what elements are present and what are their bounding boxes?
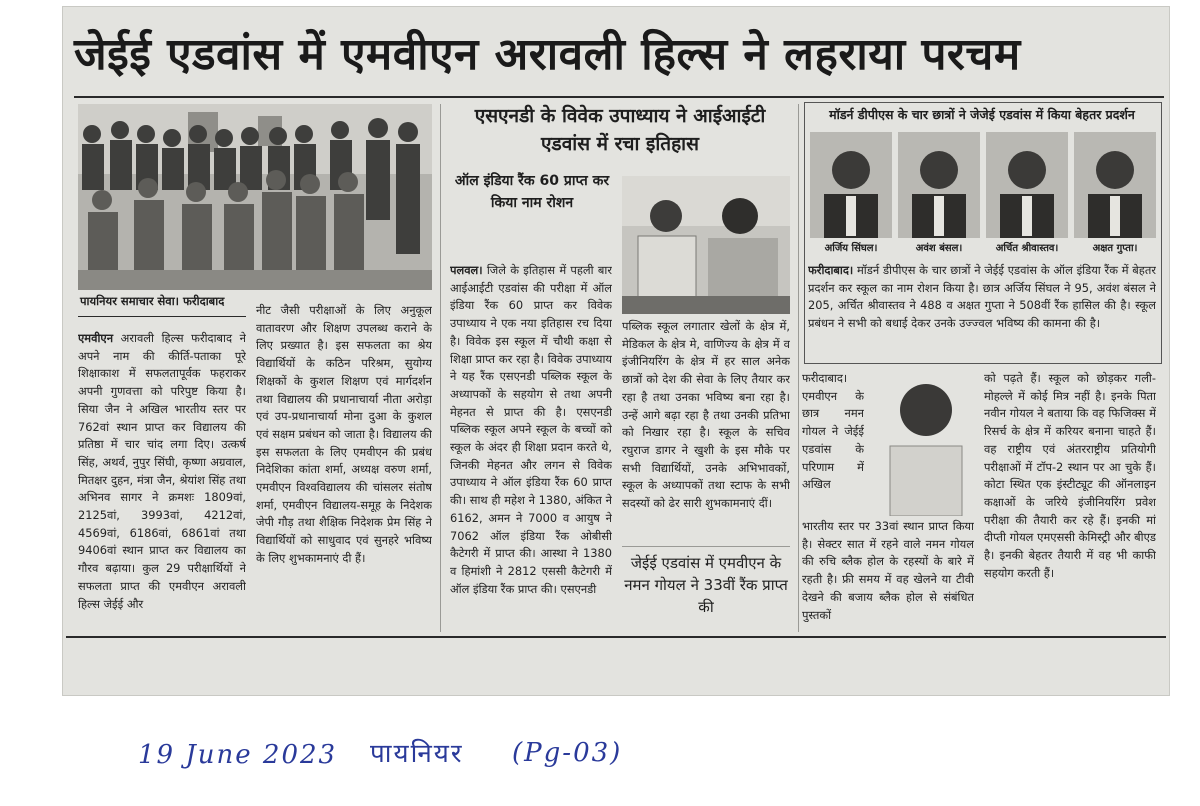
middle-story-text-2: पब्लिक स्कूल लगातार खेलों के क्षेत्र में, मेडिकल के क्षेत्र मे, वाणिज्य के क्षेत्र में व इंजीनियरिंग के क्षेत्र में हर साल अनेक छात्रों को देश की सेवा के लिए तैयार कर रहा है तथा उनका भविष्य बना रहा है। उन्हें आगे बढ़ा रहा है तथा उनकी प्रतिभा को निखार रहा है। स्कूल के सचिव रघुराज डागर ने खुशी के इस मौके पर सभी विद्यार्थियों, उनके अभिभावकों, स्कूल के अध्यापकों तथा स्टाफ के सभी सदस्यों को ढेर सारी शुभकामनाएं दीं। (622, 319, 790, 511)
handwritten-page: (Pg-03) (512, 738, 623, 768)
left-story-column-2 (256, 302, 432, 630)
dps-headline: मॉडर्न डीपीएस के चार छात्रों ने जेजेई एडवांस में किया बेहतर प्रदर्शन (829, 107, 1135, 122)
column-divider-1 (440, 104, 441, 632)
handwritten-date: 19 June 2023 (138, 740, 338, 770)
middle-story-headline: एसएनडी के विवेक उपाध्याय ने आईआईटी एडवांस में रचा इतिहास (474, 105, 766, 155)
dps-lead: फरीदाबाद। (808, 263, 854, 277)
naman-headline-rule (622, 546, 790, 547)
vivek-photo (622, 176, 790, 314)
left-story-text-1: अरावली हिल्स फरीदाबाद ने अपने नाम की कीर्ति-पताका पूरे शिक्षाकाश में सफलतापूर्वक फहराकर अपनी गुणवत्ता को परिपुष्ट किया है। सिया जैन ने अखिल भारतीय स्तर पर 762वां स्थान प्राप्त कर विद्यालय की प्रतिष्ठा में चार चांद लगा दिए। उत्कर्ष सिंह, अथर्व, नुपुर सिंघी, कृष्णा अग्रवाल, मितक्षर दुहन, मंत्रा जैन, श्रेयांश सिंह तथा अभिनव सागर ने क्रमशः 1809वां, 2125वां, 3993वां, 4212वां, 4569वां, 6186वां, 6861वां तथा 9406वां स्थान प्राप्त कर विद्यालय का गौरव बढ़ाया। कुल 29 परीक्षार्थियों ने सफलता प्राप्त की एमवीएन अरावली हिल्स जेईई और (78, 331, 246, 611)
student-portrait-3 (986, 132, 1068, 238)
naman-column-2: को पढ़ते हैं। स्कूल को छोड़कर गली-मोहल्ले में कोई मित्र नहीं है। इनके पिता नवीन गोयल ने बताया कि वह फिजिक्स में रिसर्च के क्षेत्र में करियर बनाना चाहते हैं। वह राष्ट्रीय एवं अंतरराष्ट्रीय प्रतियोगी परीक्षाओं में टॉप-2 स्थान पर आ चुके हैं। कोटा स्थित एक इंस्टीट्यूट की ऑनलाइन कक्षाओं के जरिये इंजीनियरिंग प्रवेश परीक्षा की तैयारी कर रहे हैं। इनकी मां दीप्ती गोयल एमएससी केमिस्ट्री और बीएड है। इनकी बेहतर तैयारी में वह भी काफी सहयोग करती हैं। (984, 371, 1156, 580)
photo-credit: पायनियर समाचार सेवा। फरीदाबाद (80, 294, 225, 308)
left-story-text-2: नीट जैसी परीक्षाओं के लिए अनुकूल वातावरण और शिक्षण उपलब्ध कराने के लिए प्रख्यात है। इस सफलता का श्रेय विद्यार्थियों के कठिन परिश्रम, सुयोग्य शिक्षकों के कुशल शिक्षण एवं मार्गदर्शन तथा विद्यालय की प्रधानाचार्या नीता अरोड़ा एवं उप-प्रधानाचार्या मोना दुआ के कुशल एवं सक्षम प्रबंधन को जाता है। विद्यालय की इस सफलता के लिए एमवीएन की प्रबंध निदेशिका कांता शर्मा, अध्यक्ष वरुण शर्मा, एमवीएन विश्वविद्यालय की चांसलर संतोष शर्मा, एमवीएन विद्यालय-समूह के निदेशक जेपी गौड़ तथा शैक्षिक निदेशक प्रेम सिंह ने विद्यार्थियों को साधुवाद एवं सुनहरे भविष्य के लिए शुभकामनाएं दी हैं। (256, 303, 432, 565)
student-caption-1: अर्जिय सिंघल। (824, 243, 878, 254)
headline-rule (74, 96, 1164, 98)
left-story-lead: एमवीएन (78, 331, 114, 345)
middle-story-lead: पलवल। (450, 263, 483, 277)
bottom-rule (66, 636, 1166, 638)
naman-headline: जेईई एडवांस में एमवीएन के नमन गोयल ने 33वीं रैंक प्राप्त की (624, 554, 788, 616)
student-portrait-4 (1074, 132, 1156, 238)
main-headline: जेईई एडवांस में एमवीएन अरावली हिल्स ने लहराया परचम (74, 29, 1021, 80)
student-caption-2: अवंश बंसल। (915, 243, 963, 254)
naman-photo (868, 368, 974, 516)
middle-story-subhead: ऑल इंडिया रैंक 60 प्राप्त कर किया नाम रोशन (454, 173, 610, 211)
handwritten-paper-name: पायनियर (370, 739, 464, 769)
dps-text (808, 262, 1156, 358)
middle-story-text-1: जिले के इतिहास में पहली बार आईआईटी एडवांस की परीक्षा में ऑल इंडिया रैंक 60 प्राप्त कर विवेक उपाध्याय ने एक नया इतिहास रच दिया है। विवेक इस स्कूल में चौथी कक्षा से शिक्षा प्राप्त कर रहा है। विवेक उपाध्याय ने यह रैंक एसएनडी पब्लिक स्कूल के अध्यापकों के सहयोग से तथा अपनी मेहनत से प्राप्त की है। एसएनडी पब्लिक स्कूल अपने स्कूल के बच्चों को स्कूल के अंदर ही शिक्षा प्रदान करते थे, जिनकी मेहनत और लगन से विवेक उपाध्याय ने ऑल इंडिया रैंक 60 प्राप्त की। साथ ही महेश ने 1380, अंकित ने 6162, अमन ने 7000 व आयुष ने 7062 ऑल इंडिया रैंक ओबीसी कैटेगरी में प्राप्त की। आस्था ने 1380 व हिमांशी ने 2812 एससी कैटेगरी में ऑल इंडिया रैंक प्राप्त की। एसएनडी (450, 263, 612, 596)
student-caption-3: अर्चित श्रीवास्तव। (995, 243, 1059, 254)
student-portrait-1 (810, 132, 892, 238)
student-portrait-2 (898, 132, 980, 238)
naman-column-1: भारतीय स्तर पर 33वां स्थान प्राप्त किया है। सेक्टर सात में रहने वाले नमन गोयल की रुचि ब्लैक होल के रहस्यों के बारे में रहती है। फ्री समय में वह खेलने या टीवी देखने की बजाय ब्लैक होल से संबंधित पुस्तकों (802, 519, 974, 622)
naman-narrow-text: फरीदाबाद। एमवीएन के छात्र नमन गोयल ने जेईई एडवांस के परिणाम में अखिल (802, 371, 864, 492)
column-divider-2 (798, 104, 799, 632)
middle-story-column-1 (450, 262, 612, 630)
left-story-column-1 (78, 330, 246, 630)
credit-rule (78, 316, 246, 317)
student-caption-4: अक्षत गुप्ता। (1092, 243, 1138, 254)
middle-story-column-2 (622, 318, 790, 546)
dps-text-body: मॉडर्न डीपीएस के चार छात्रों ने जेईई एडवांस के ऑल इंडिया रैंक में बेहतर प्रदर्शन कर स्कूल का नाम रोशन किया है। छात्र अर्जिय सिंघल ने 95, अवंश बंसल ने 205, अर्चित श्रीवास्तव ने 488 व अक्षत गुप्ता ने 508वीं रैंक हासिल की है। स्कूल प्रबंधन ने सभी को बधाई देकर उनके उज्ज्वल भविष्य की कामना की है। (808, 263, 1156, 331)
group-photo (78, 104, 432, 290)
